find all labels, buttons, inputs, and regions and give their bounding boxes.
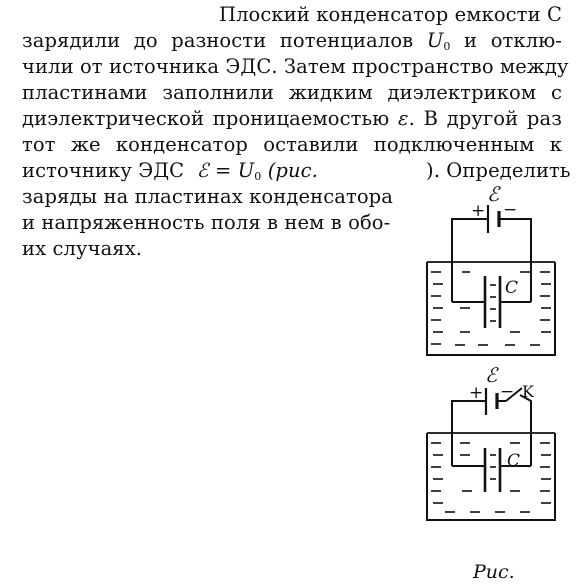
diagram-1 [427,182,555,355]
line-3: чили от источника ЭДС. Затем пространство между [22,55,569,78]
switch-label: K [522,382,534,401]
line-8: заряды на пластинах конденсатора [22,185,393,208]
emf-label-1: ℰ [487,182,500,206]
line-5: диэлектрической проницаемостью ε. В другой раз [22,107,562,130]
line-2: зарядили до разности потенциалов $U_0$ и отклю- [22,29,562,53]
capacitor-label-1: C [505,278,519,298]
figure-caption: Рис. [473,561,515,583]
minus-label-1: − [503,200,518,220]
diagram-2 [427,363,555,520]
plus-label-2: + [469,383,484,403]
plus-label-1: + [471,201,486,221]
line-4: пластинами заполнили жидким диэлектриком с [22,81,562,104]
line-6: тот же конденсатор оставили подключенным к [22,133,562,156]
line-9: и напряженность поля в нем в обо- [22,211,391,234]
emf-label-2: ℰ [485,363,498,387]
line-1: Плоский конденсатор емкости C [218,3,562,26]
dielectric-liquid-2 [431,443,551,512]
minus-label-2: − [500,382,515,402]
line-10: их случаях. [22,237,143,260]
capacitor-label-2: C [507,451,521,471]
line-7: источнику ЭДС ℰ = $U_0$ (рис. ). Определить [22,159,571,183]
wires-1 [452,219,531,302]
vessel-2 [427,433,555,520]
dielectric-liquid-1 [431,272,551,345]
